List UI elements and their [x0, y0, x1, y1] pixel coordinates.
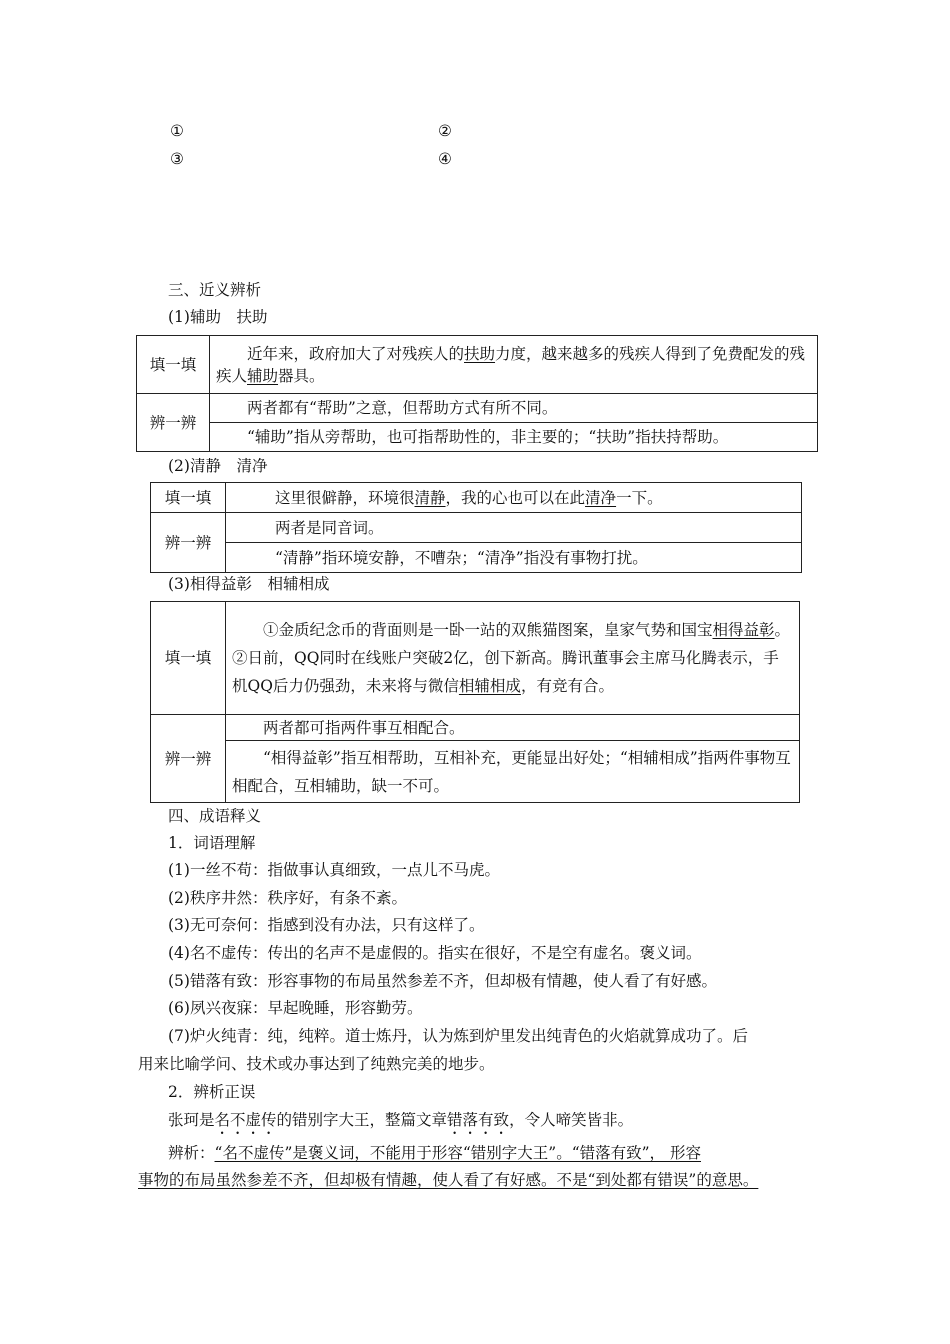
dotted-idiom-2: 错落有致	[447, 1111, 510, 1129]
section4-sub2: 2．辨析正误	[168, 1083, 256, 1101]
blank-number-1: ①	[170, 122, 184, 140]
group1-title: (1)辅助 扶助	[168, 308, 268, 326]
group2-answer-2: 清净	[585, 488, 617, 507]
blank-number-2: ②	[438, 122, 452, 140]
group3-answer-1: 相得益彰	[712, 621, 775, 639]
analysis-text-1: “名不虚传”是褒义词，不能用于形容“错别字大王”。“错落有致”， 形容	[214, 1144, 701, 1162]
group2-title: (2)清静 清净	[168, 457, 268, 475]
group1-distinguish-label: 辨一辨	[137, 394, 210, 452]
idiom-item-4: (4)名不虚传：传出的名声不是虚假的。指实在很好，不是空有虚名。褒义词。	[168, 944, 702, 962]
idiom-item-7-line2: 用来比喻学问、技术或办事达到了纯熟完美的地步。	[138, 1055, 495, 1073]
group2-answer-1: 清静	[414, 488, 446, 507]
section4-heading: 四、成语释义	[168, 807, 262, 825]
group3-table	[150, 601, 800, 803]
idiom-item-7-line1: (7)炉火纯青：纯，纯粹。道士炼丹，认为炼到炉里发出纯青色的火焰就算成功了。后	[168, 1027, 748, 1045]
group1-answer-1: 扶助	[464, 344, 496, 363]
idiom-item-5: (5)错落有致：形容事物的布局虽然参差不齐，但却极有情趣，使人看了有好感。	[168, 972, 717, 990]
group3-fill-b: ②日前，QQ同时在线账户突破2亿，创下新高。腾讯董事会主席马化腾表示，手机QQ后力仍强劲，未来将与微信相辅相成，有竞有合。	[232, 649, 779, 695]
group3-fill-label: 填一填	[151, 602, 226, 715]
group1-fill-label: 填一填	[137, 336, 210, 394]
group2-fill-text: 这里很僻静，环境很清静，我的心也可以在此清净一下。	[226, 483, 802, 513]
analysis-line2: 事物的布局虽然参差不齐，但却极有情趣，使人看了有好感。不是“到处都有错误”的意思。	[138, 1171, 759, 1189]
blank-number-3: ③	[170, 150, 184, 168]
analysis-label: 辨析：	[168, 1144, 215, 1162]
section3-heading: 三、近义辨析	[168, 281, 262, 299]
group3-answer-2: 相辅相成	[458, 677, 521, 695]
group1-table	[136, 335, 818, 452]
group3-distinguish-2: “相得益彰”指互相帮助，互相补充，更能显出好处；“相辅相成”指两件事物互相配合，互相辅助，缺一不可。	[226, 741, 800, 803]
group1-fill-text: 近年来，政府加大了对残疾人的扶助力度，越来越多的残疾人得到了免费配发的残疾人辅助器具。	[210, 336, 818, 394]
group3-fill-text	[226, 602, 800, 715]
group2-distinguish-1: 两者是同音词。	[226, 513, 802, 543]
section4-sub1: 1．词语理解	[168, 834, 256, 852]
group3-title: (3)相得益彰 相辅相成	[168, 575, 330, 593]
group2-distinguish-2: “清静”指环境安静，不嘈杂；“清净”指没有事物打扰。	[226, 543, 802, 573]
dotted-idiom-1: 名不虚传	[214, 1111, 277, 1129]
error-sentence: 张珂是名不虚传的错别字大王，整篇文章错落有致，令人啼笑皆非。	[168, 1111, 634, 1129]
idiom-item-3: (3)无可奈何：指感到没有办法，只有这样了。	[168, 916, 485, 934]
group2-fill-label: 填一填	[151, 483, 226, 513]
idiom-item-2: (2)秩序井然：秩序好，有条不紊。	[168, 889, 407, 907]
group3-distinguish-1: 两者都可指两件事互相配合。	[226, 715, 800, 741]
group1-distinguish-2: “辅助”指从旁帮助，也可指帮助性的，非主要的；“扶助”指扶持帮助。	[210, 423, 818, 452]
group1-distinguish-1: 两者都有“帮助”之意，但帮助方式有所不同。	[210, 394, 818, 423]
group3-fill-a: ①金质纪念币的背面则是一卧一站的双熊猫图案，皇家气势和国宝相得益彰。	[263, 621, 791, 639]
group2-distinguish-label: 辨一辨	[151, 513, 226, 573]
analysis-line1	[168, 1142, 701, 1164]
group2-table	[150, 482, 802, 573]
idiom-item-6: (6)夙兴夜寐：早起晚睡，形容勤劳。	[168, 999, 423, 1017]
idiom-item-1: (1)一丝不苟：指做事认真细致，一点儿不马虎。	[168, 861, 500, 879]
blank-number-4: ④	[438, 150, 452, 168]
group3-distinguish-label: 辨一辨	[151, 715, 226, 803]
group1-answer-2: 辅助	[247, 366, 279, 385]
